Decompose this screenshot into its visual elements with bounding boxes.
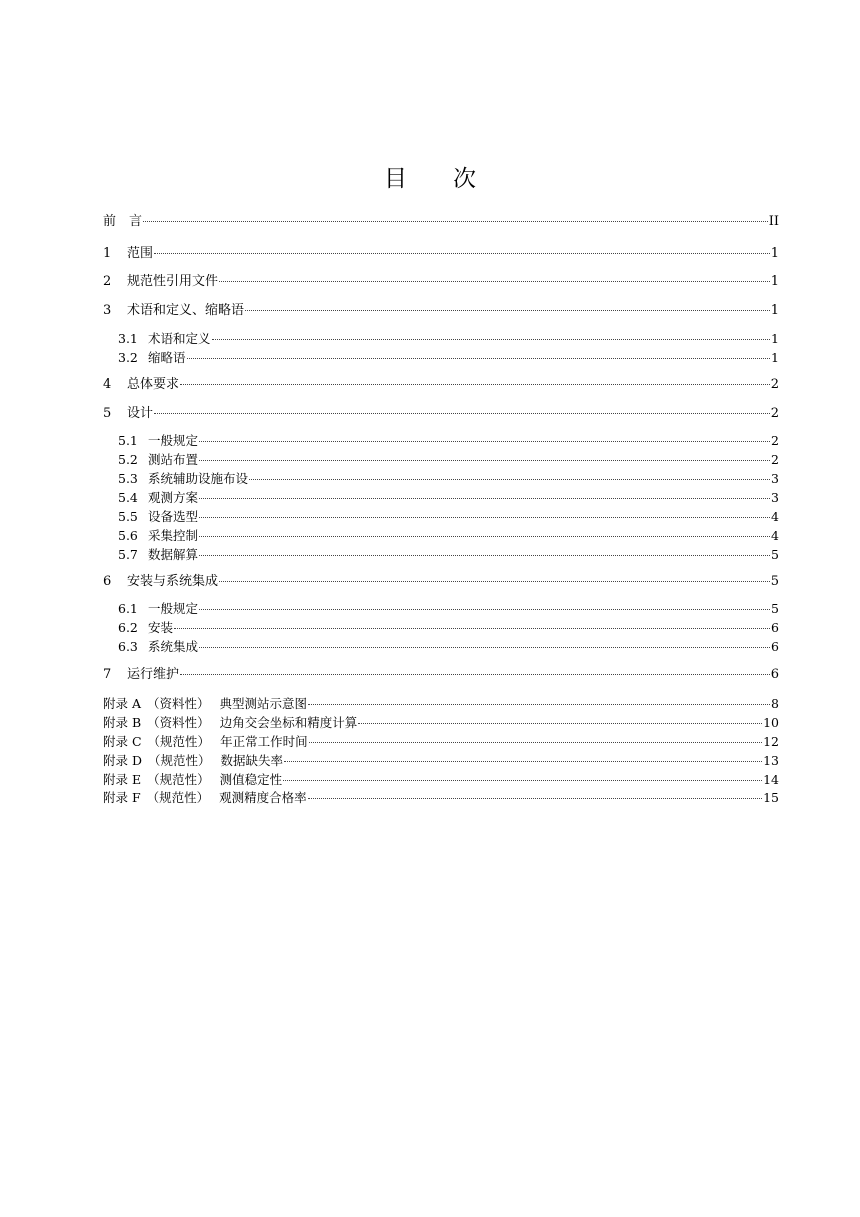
- dot-leader: [199, 516, 770, 518]
- dot-leader: [199, 535, 770, 537]
- dot-leader: [180, 673, 770, 675]
- appendix-label: 测值稳定性: [219, 772, 283, 787]
- toc-entry-label: 系统辅助设施布设: [148, 471, 249, 486]
- toc-entry-page: 2: [771, 452, 779, 467]
- appendix-label: 数据缺失率: [220, 753, 284, 768]
- toc-entry-number: 4: [103, 377, 112, 392]
- dot-leader: [154, 252, 770, 254]
- toc-entry-number: 5.7: [118, 547, 138, 562]
- toc-subentry[interactable]: [103, 600, 779, 618]
- dot-leader: [199, 646, 770, 648]
- toc-entry-number: 5.5: [118, 509, 138, 524]
- toc-entry-label: 设计: [127, 406, 154, 421]
- toc-entry-label: 规范性引用文件: [127, 274, 219, 289]
- toc-entry-label: 术语和定义、缩略语: [127, 303, 245, 318]
- appendix-prefix: 附录 E: [103, 772, 142, 787]
- toc-entry-label: 前 言: [103, 214, 143, 229]
- appendix-kind: （资料性）: [147, 696, 210, 711]
- toc-entry-number: 6.3: [118, 639, 138, 654]
- toc-entry-number: 3.2: [118, 350, 138, 365]
- appendix-page: 15: [763, 790, 779, 805]
- appendix-kind: （资料性）: [147, 715, 210, 730]
- appendix-kind: （规范性）: [147, 734, 211, 749]
- toc-entry-page: 1: [771, 350, 779, 365]
- dot-leader: [219, 280, 770, 282]
- toc-entry-label: 数据解算: [148, 547, 199, 562]
- toc-entry-label: 缩略语: [148, 350, 186, 365]
- dot-leader: [199, 608, 770, 610]
- dot-leader: [284, 760, 762, 762]
- toc-entry-page: 1: [770, 303, 779, 318]
- toc-entry-label: 系统集成: [148, 639, 199, 654]
- dot-leader: [308, 703, 770, 705]
- toc-subentry[interactable]: [103, 330, 779, 348]
- toc-entry[interactable]: [103, 273, 779, 291]
- toc-entry-number: 6: [103, 574, 112, 589]
- toc-entry-page: 3: [771, 490, 779, 505]
- toc-entry-number: 5.6: [118, 528, 138, 543]
- toc-entry-label: 术语和定义: [148, 331, 211, 346]
- toc-entry-label: 安装与系统集成: [127, 574, 219, 589]
- toc-entry-page: 1: [770, 274, 779, 289]
- toc-entry-page: 5: [771, 547, 779, 562]
- toc-entry-number: 5.2: [118, 452, 138, 467]
- toc-entry-number: 6.2: [118, 620, 138, 635]
- toc-entry-number: 1: [103, 246, 112, 261]
- dot-leader: [199, 497, 770, 499]
- toc-subentry[interactable]: [103, 527, 779, 545]
- toc-entry[interactable]: [103, 573, 779, 591]
- toc-subentry[interactable]: [103, 432, 779, 450]
- toc-appendix-entry[interactable]: [103, 733, 779, 751]
- appendix-page: 8: [771, 696, 779, 711]
- toc-entry-page: 4: [771, 509, 779, 524]
- toc-subentry[interactable]: [103, 619, 779, 637]
- toc-entry-label: 测站布置: [148, 452, 199, 467]
- toc-entry-page: 2: [770, 377, 779, 392]
- toc-entry-number: 3.1: [118, 331, 138, 346]
- toc-entry-number: 7: [103, 667, 112, 682]
- dot-leader: [180, 383, 770, 385]
- appendix-prefix: 附录 B: [103, 715, 142, 730]
- toc-entry-number: 5.1: [118, 433, 138, 448]
- appendix-page: 10: [763, 715, 779, 730]
- toc-entry[interactable]: [103, 376, 779, 394]
- toc-appendix-entry[interactable]: [103, 771, 779, 789]
- toc-entry-page: 5: [770, 574, 779, 589]
- dot-leader: [219, 580, 770, 582]
- toc-subentry[interactable]: [103, 546, 779, 564]
- dot-leader: [174, 627, 770, 629]
- toc-entry-label: 范围: [127, 246, 154, 261]
- appendix-kind: （规范性）: [147, 772, 210, 787]
- toc-title: 目 次: [384, 166, 476, 192]
- toc-entry-page: 6: [770, 667, 779, 682]
- toc-entry-number: 6.1: [118, 601, 138, 616]
- toc-entry-page: 4: [771, 528, 779, 543]
- appendix-kind: （规范性）: [148, 753, 211, 768]
- appendix-prefix: 附录 C: [103, 734, 142, 749]
- dot-leader: [309, 741, 763, 743]
- toc-entry-label: 安装: [148, 620, 174, 635]
- toc-subentry[interactable]: [103, 638, 779, 656]
- dot-leader: [199, 459, 770, 461]
- appendix-label: 边角交会坐标和精度计算: [219, 715, 358, 730]
- toc-entry-number: 5.3: [118, 471, 138, 486]
- toc-entry-label: 设备选型: [148, 509, 199, 524]
- dot-leader: [154, 412, 770, 414]
- toc-entry-number: 5.4: [118, 490, 138, 505]
- toc-entry-number: 3: [103, 303, 112, 318]
- toc-entry-number: 2: [103, 274, 112, 289]
- dot-leader: [358, 722, 762, 724]
- dot-leader: [283, 779, 762, 781]
- toc-entry-page: 5: [771, 601, 779, 616]
- appendix-page: 13: [763, 753, 779, 768]
- dot-leader: [249, 478, 770, 480]
- appendix-prefix: 附录 F: [103, 790, 141, 805]
- toc-entry-page: 2: [771, 433, 779, 448]
- toc-entry[interactable]: [103, 302, 779, 320]
- toc-entry[interactable]: [103, 245, 779, 263]
- toc-subentry[interactable]: [103, 451, 779, 469]
- toc-entry[interactable]: [103, 666, 779, 684]
- toc-entry[interactable]: [103, 405, 779, 423]
- toc-entry-label: 采集控制: [148, 528, 199, 543]
- toc-appendix-entry[interactable]: [103, 789, 779, 807]
- appendix-label: 观测精度合格率: [219, 790, 307, 805]
- toc-entry-page: 1: [771, 331, 779, 346]
- toc-entry-label: 运行维护: [127, 667, 180, 682]
- appendix-prefix: 附录 D: [103, 753, 142, 768]
- toc-appendix-entry[interactable]: [103, 714, 779, 732]
- toc-subentry[interactable]: [103, 470, 779, 488]
- toc-entry-label: 一般规定: [148, 433, 199, 448]
- dot-leader: [187, 357, 771, 359]
- appendix-page: 12: [763, 734, 779, 749]
- toc-entry-page: 3: [771, 471, 779, 486]
- dot-leader: [245, 309, 770, 311]
- dot-leader: [199, 554, 770, 556]
- dot-leader: [308, 797, 762, 799]
- appendix-label: 典型测站示意图: [219, 696, 308, 711]
- toc-entry[interactable]: [103, 213, 779, 231]
- appendix-label: 年正常工作时间: [220, 734, 308, 749]
- toc-entry-label: 一般规定: [148, 601, 199, 616]
- toc-entry-page: 2: [770, 406, 779, 421]
- toc-entry-label: 总体要求: [127, 377, 180, 392]
- toc-subentry[interactable]: [103, 508, 779, 526]
- toc-entry-label: 观测方案: [148, 490, 199, 505]
- toc-subentry[interactable]: [103, 349, 779, 367]
- appendix-prefix: 附录 A: [103, 696, 142, 711]
- dot-leader: [143, 220, 768, 222]
- appendix-page: 14: [763, 772, 779, 787]
- toc-entry-page: 6: [771, 620, 779, 635]
- toc-subentry[interactable]: [103, 489, 779, 507]
- toc-entry-page: II: [768, 214, 779, 229]
- dot-leader: [212, 338, 771, 340]
- toc-entry-page: 1: [770, 246, 779, 261]
- toc-entry-number: 5: [103, 406, 112, 421]
- toc-appendix-entry[interactable]: [103, 695, 779, 713]
- toc-entry-page: 6: [771, 639, 779, 654]
- toc-appendix-entry[interactable]: [103, 752, 779, 770]
- dot-leader: [199, 440, 770, 442]
- appendix-kind: （规范性）: [146, 790, 210, 805]
